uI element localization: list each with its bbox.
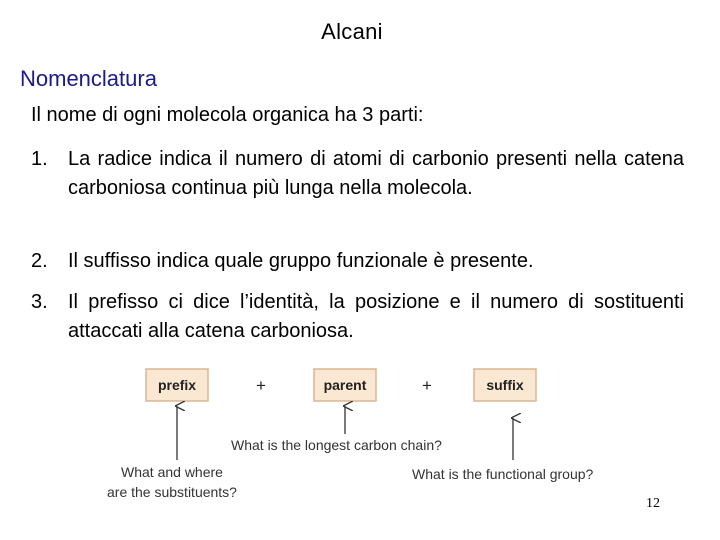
plus-sign: + [422, 376, 432, 395]
item-text: La radice indica il numero di atomi di carbonio presenti nella catena carboniosa continua più lunga nella molecola. [68, 148, 684, 199]
parent-question: What is the longest carbon chain? [231, 437, 442, 453]
prefix-box [146, 369, 208, 401]
item-number: 3. [31, 291, 48, 313]
item-number: 1. [31, 148, 48, 170]
slide-title: Alcani [321, 19, 383, 44]
parent-box [314, 369, 376, 401]
item-number: 2. [31, 250, 48, 272]
numbered-list-item-1 [31, 145, 684, 203]
item-text: Il prefisso ci dice l’identità, la posizione e il numero di sostituenti attaccati alla catena carboniosa. [68, 291, 684, 342]
suffix-box [474, 369, 536, 401]
item-text: Il suffisso indica quale gruppo funzionale è presente. [68, 250, 534, 272]
section-heading: Nomenclatura [20, 66, 157, 91]
numbered-list-item-2 [31, 247, 684, 276]
numbered-list-item-3 [31, 288, 684, 346]
parent-label: parent [323, 377, 367, 393]
prefix-question-line2: are the substituents? [107, 484, 237, 500]
suffix-label: suffix [486, 377, 524, 393]
name-parts-diagram [100, 362, 640, 504]
page-number: 12 [646, 496, 660, 511]
intro-text: Il nome di ogni molecola organica ha 3 parti: [31, 104, 424, 126]
prefix-question-line1: What and where [121, 464, 223, 480]
plus-sign: + [256, 376, 266, 395]
suffix-question: What is the functional group? [412, 466, 594, 482]
prefix-label: prefix [157, 377, 197, 393]
